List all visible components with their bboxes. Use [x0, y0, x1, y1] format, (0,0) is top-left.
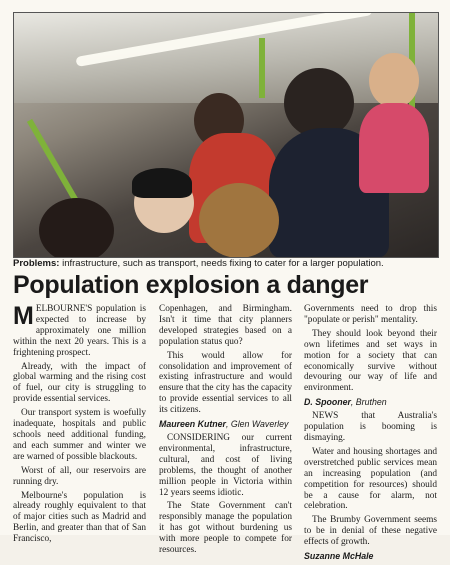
author-name: Suzanne McHale [304, 551, 374, 562]
column-2 [159, 304, 292, 559]
caption-label: Problems: [13, 258, 60, 269]
letter1-paragraph: MELBOURNE'S population is expected to increase by approximately one million within the next 20 years. This is a frightening prospect. [13, 302, 146, 358]
letter3-paragraph: Water and housing shortages and overstretched public services mean an increasing population (and competition for resources) should be a cause for alarm, not celebration. [304, 446, 437, 512]
passenger-head [369, 53, 419, 108]
grab-rail [259, 38, 265, 98]
drop-cap: M [13, 302, 34, 330]
author-name: Maureen Kutner [159, 419, 226, 430]
photo-caption [13, 258, 437, 270]
letter3-paragraph: The Brumby Government seems to be in denial of these negative effects of growth. [304, 515, 437, 548]
author-name: D. Spooner [304, 397, 351, 408]
letter3-paragraph: NEWS that Australia's population is booming is dismaying. [304, 411, 437, 443]
passenger-hat [132, 168, 192, 198]
passenger-head [39, 198, 114, 258]
author-place: , Glen Waverley [225, 419, 289, 430]
caption-text: infrastructure, such as transport, needs fixing to cater for a larger population. [59, 258, 384, 269]
letter1-paragraph: Melbourne's population is already roughly equivalent to that of major cities such as Madrid and Berlin, and greater than that of San Francisco, [13, 490, 146, 545]
letter2-paragraph: Governments need to drop this "populate or perish" mentality. [304, 304, 437, 325]
crowded-train-photo [13, 12, 439, 258]
letter2-signature [304, 397, 437, 408]
column-3 [304, 304, 437, 565]
letter3-signature [304, 551, 437, 562]
letter1-paragraph: Our transport system is woefully inadequate, hospitals and public schools need additional funding, and each summer and winter we are warned of possible blackouts. [13, 408, 146, 462]
column-1 [13, 304, 146, 548]
letter1-paragraph: This would allow for consolidation and improvement of existing infrastructure and would ensure that the city has the capacity to provide essential services to all its citizens. [159, 350, 292, 416]
passenger-shirt [359, 103, 429, 193]
author-place: , Bruthen [350, 397, 387, 408]
headline: Population explosion a danger [13, 271, 369, 299]
passenger-head [199, 183, 279, 258]
letter1-paragraph: Already, with the impact of global warming and the rising cost of fuel, our city is struggling to provide essential services. [13, 361, 146, 405]
letter1-signature [159, 419, 292, 430]
letter2-paragraph: The State Government can't responsibly manage the population it has got without burdening us with more people to compete for resources. [159, 501, 292, 556]
letter2-paragraph: CONSIDERING our current environmental, infrastructure, cultural, and cost of living problems, the thought of another million people in Victoria within 12 years seems idiotic. [159, 432, 292, 498]
letter2-paragraph: They should look beyond their own lifetimes and set ways in motion for a society that can economically survive without devouring our way of life and environment. [304, 328, 437, 394]
letter1-paragraph: Copenhagen, and Birmingham. Isn't it time that city planners developed strategies based on a population status quo? [159, 304, 292, 347]
letter1-paragraph: Worst of all, our reservoirs are running dry. [13, 465, 146, 487]
